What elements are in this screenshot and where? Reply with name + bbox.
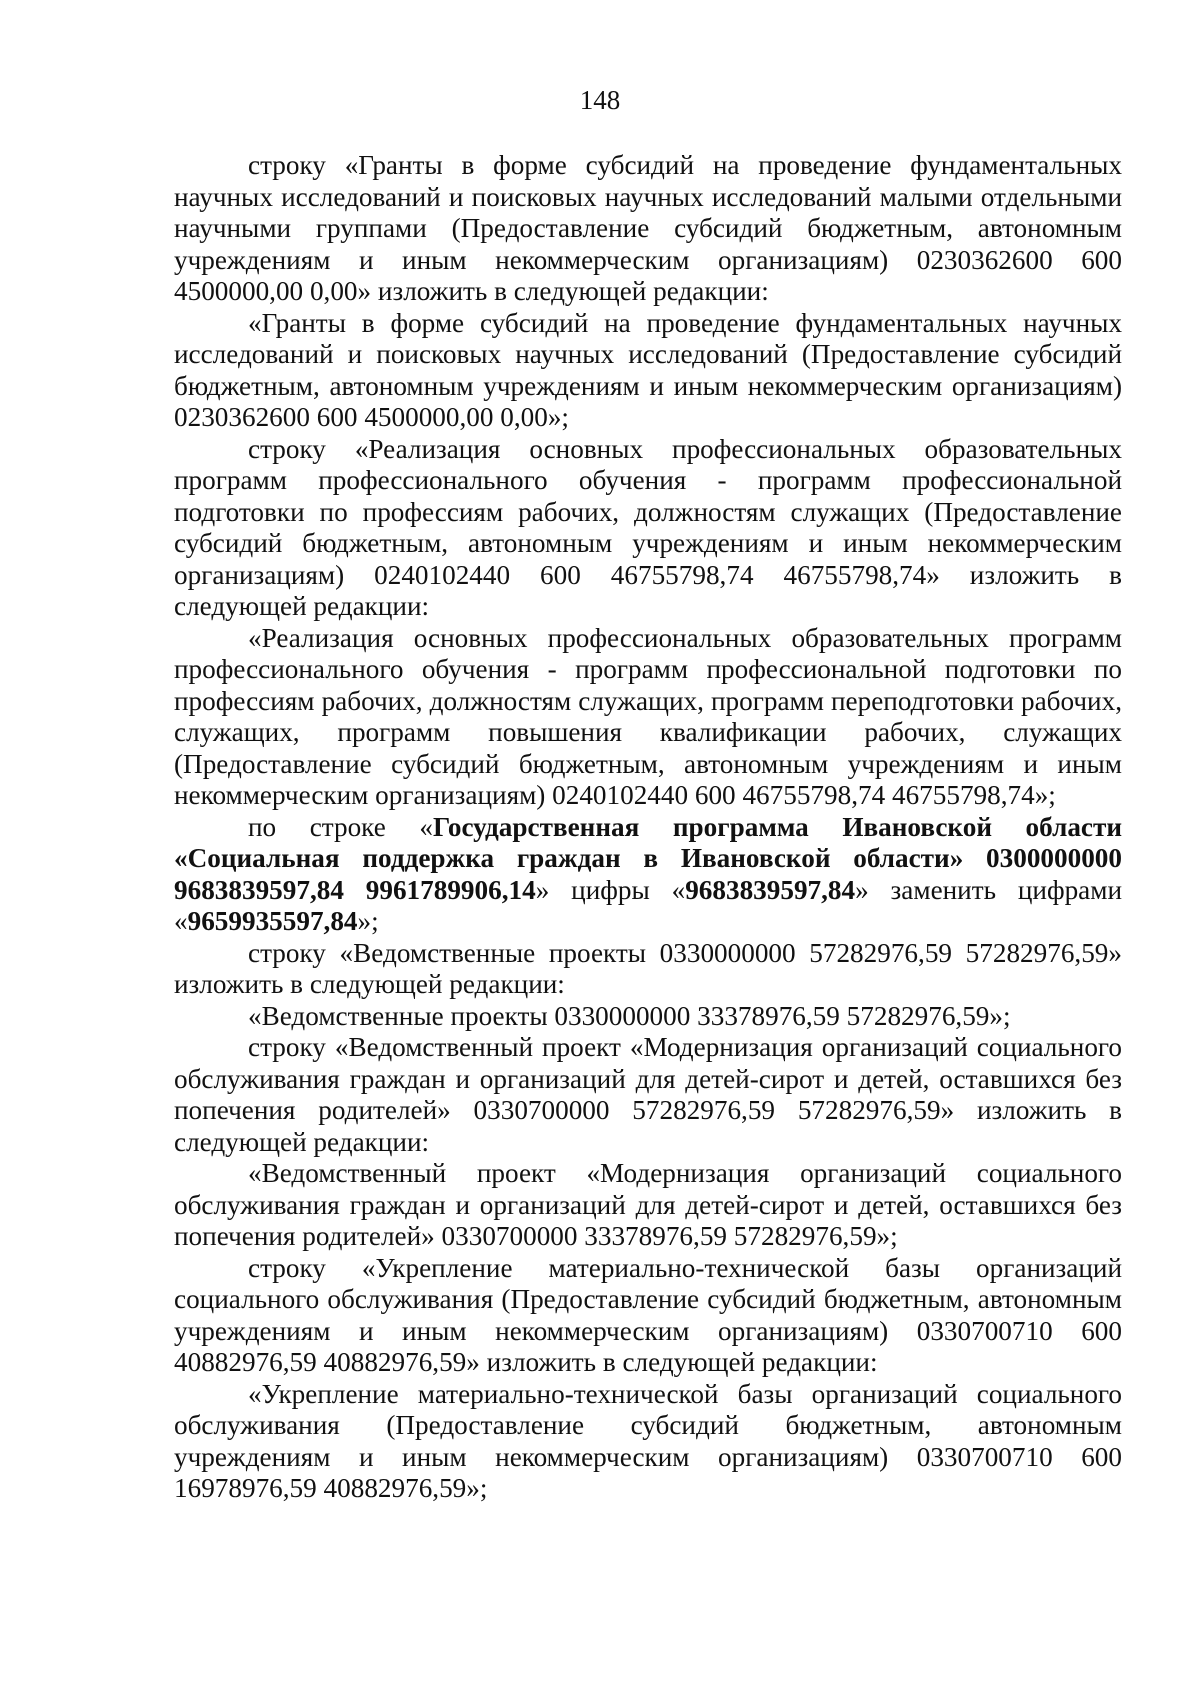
- paragraph: «Гранты в форме субсидий на проведение фундаментальных научных исследований и поисковых научных исследований (Предоставление субсидий бюджетным, автономным учреждениям и иным некоммерческим организациям) 0230362600 600 4500000,00 0,00»;: [174, 307, 1122, 432]
- paragraph: «Укрепление материально-технической базы организаций социального обслуживания (Предоставление субсидий бюджетным, автономным учреждениям и иным некоммерческим организациям) 0330700710 600 16978976,59 40882976,59»;: [174, 1378, 1122, 1503]
- document-body: [174, 150, 1122, 1505]
- paragraph: по строке «Государственная программа Ивановской области «Социальная поддержка граждан в Ивановской области» 0300000000 9683839597,84 9961789906,14» цифры «9683839597,84» заменить цифрами «9659935597,84»;: [174, 811, 1123, 936]
- paragraph: строку «Укрепление материально-технической базы организаций социального обслуживания (Предоставление субсидий бюджетным, автономным учреждениям и иным некоммерческим организациям) 0330700710 600 40882976,59 40882976,59» изложить в следующей редакции:: [174, 1252, 1122, 1377]
- paragraph: строку «Гранты в форме субсидий на проведение фундаментальных научных исследований и поисковых научных исследований малыми отдельными научными группами (Предоставление субсидий бюджетным, автономным учреждениям и иным некоммерческим организациям) 0230362600 600 4500000,00 0,00» изложить в следующей редакции:: [174, 150, 1122, 306]
- paragraph: строку «Ведомственные проекты 0330000000 57282976,59 57282976,59» изложить в следующей редакции:: [174, 937, 1122, 999]
- page-number: 148: [579, 85, 621, 115]
- bold-text: Государственная программа Ивановской области «Социальная поддержка граждан в Ивановской области» 0300000000 9683839597,84 9961789906,14: [174, 811, 1122, 905]
- paragraph: строку «Ведомственный проект «Модернизация организаций социального обслуживания граждан и организаций для детей-сирот и детей, оставшихся без попечения родителей» 0330700000 57282976,59 57282976,59» изложить в следующей редакции:: [174, 1032, 1122, 1157]
- paragraph: «Реализация основных профессиональных образовательных программ профессионального обучения - программ профессиональной подготовки по профессиям рабочих, должностям служащих, программ переподготовки рабочих, служащих, программ повышения квалификации рабочих, служащих (Предоставление субсидий бюджетным, автономным учреждениям и иным некоммерческим организациям) 0240102440 600 46755798,74 46755798,74»;: [174, 622, 1122, 810]
- paragraph: «Ведомственный проект «Модернизация организаций социального обслуживания граждан и организаций для детей-сирот и детей, оставшихся без попечения родителей» 0330700000 33378976,59 57282976,59»;: [174, 1158, 1122, 1251]
- bold-text: 9659935597,84: [187, 906, 358, 936]
- paragraph: строку «Реализация основных профессиональных образовательных программ профессионального обучения - программ профессиональной подготовки по профессиям рабочих, должностям служащих (Предоставление субсидий бюджетным, автономным учреждениям и иным некоммерческим организациям) 0240102440 600 46755798,74 46755798,74» изложить в следующей редакции:: [174, 433, 1122, 621]
- paragraph: «Ведомственные проекты 0330000000 33378976,59 57282976,59»;: [248, 1000, 1011, 1031]
- bold-text: 9683839597,84: [685, 874, 856, 905]
